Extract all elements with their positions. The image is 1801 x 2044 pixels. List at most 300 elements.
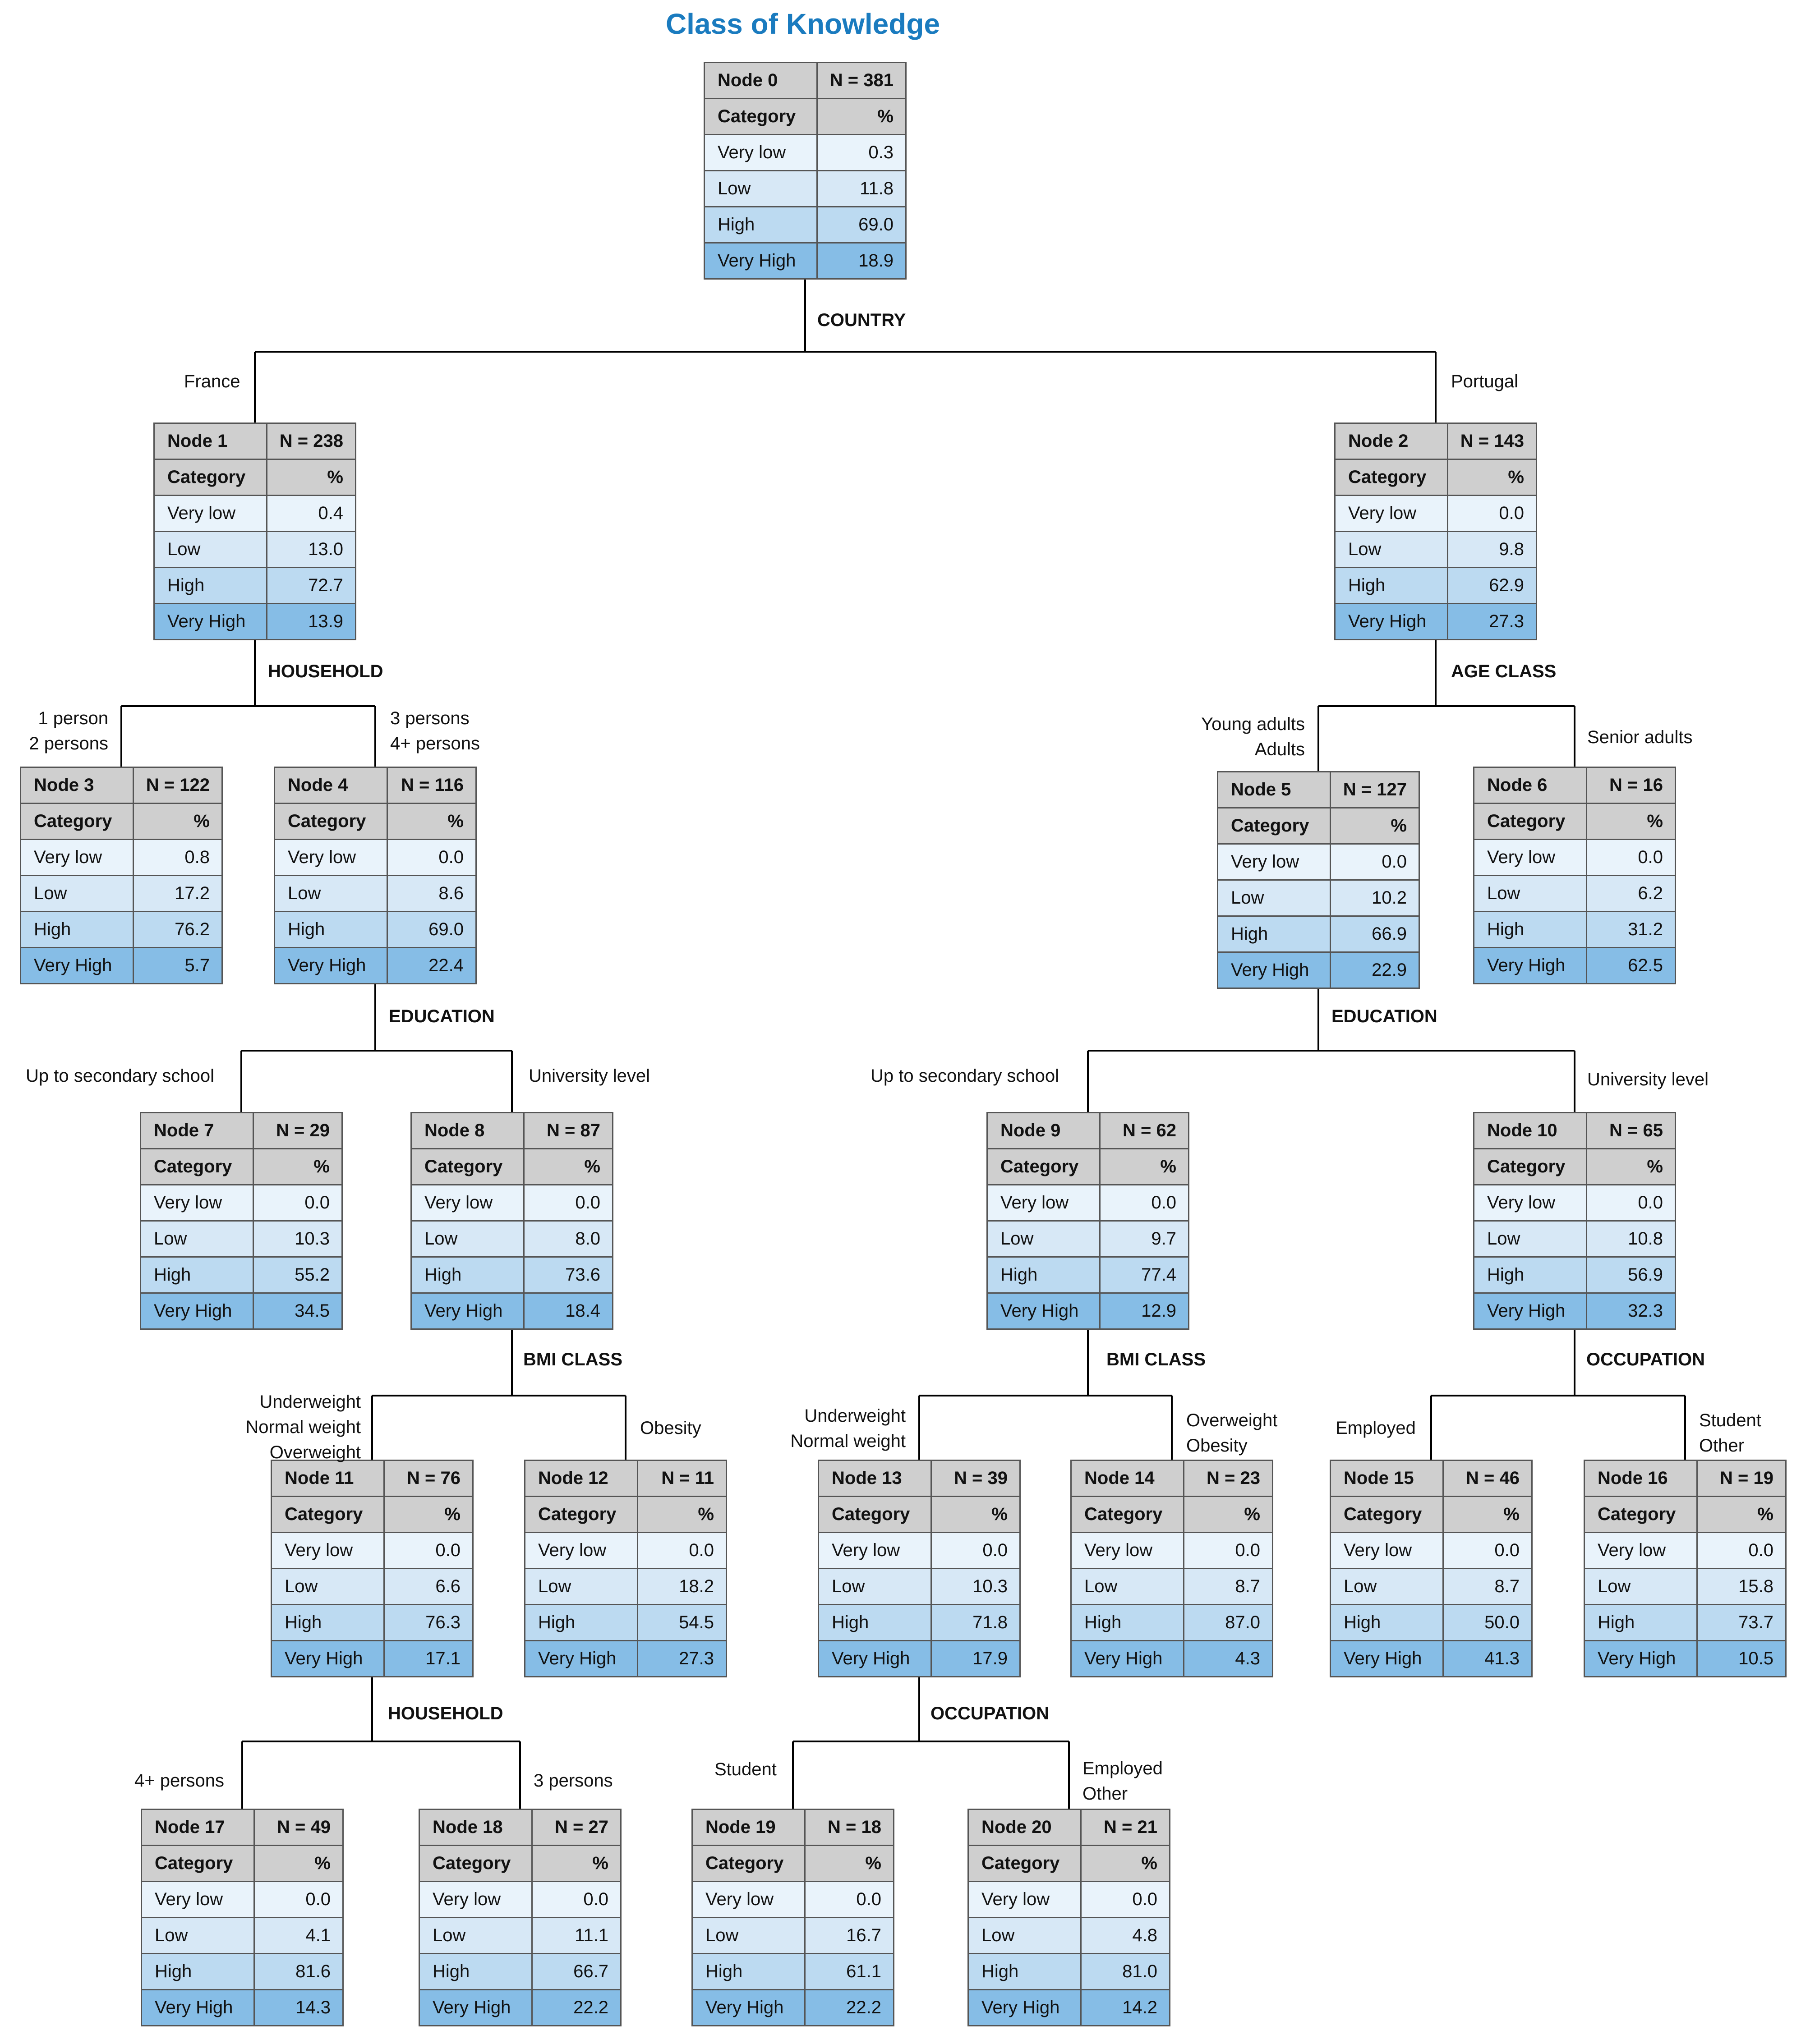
category-percent: 12.9 bbox=[1141, 1301, 1176, 1321]
category-percent: 31.2 bbox=[1628, 919, 1663, 939]
tree-node-2 bbox=[1334, 423, 1537, 640]
category-row-very-high bbox=[1331, 1640, 1531, 1676]
category-row-low bbox=[525, 1568, 726, 1604]
category-name: Very low bbox=[412, 1185, 525, 1220]
split-variable-label: OCCUPATION bbox=[930, 1704, 1049, 1723]
category-name: Very High bbox=[969, 1990, 1082, 2025]
category-row-low bbox=[21, 875, 221, 911]
category-row-very-low bbox=[1336, 495, 1536, 531]
category-percent: 55.2 bbox=[295, 1265, 330, 1285]
category-row-very-high bbox=[1585, 1640, 1785, 1676]
category-row-very-high bbox=[693, 1989, 893, 2025]
branch-condition-line: 4+ persons bbox=[390, 734, 480, 753]
category-name: High bbox=[525, 1605, 638, 1640]
node-header-row bbox=[1072, 1461, 1272, 1496]
category-header: Category bbox=[819, 1497, 932, 1532]
category-percent: 18.9 bbox=[858, 251, 894, 271]
split-variable-label: OCCUPATION bbox=[1586, 1350, 1705, 1369]
category-row-very-high bbox=[969, 1989, 1169, 2025]
category-percent: 50.0 bbox=[1484, 1612, 1520, 1632]
tree-node-16 bbox=[1584, 1460, 1787, 1677]
category-row-high bbox=[155, 567, 355, 603]
category-name: Very low bbox=[1474, 840, 1587, 875]
category-name: Very High bbox=[1474, 948, 1587, 983]
category-percent: 8.7 bbox=[1494, 1576, 1520, 1596]
category-row-high bbox=[1585, 1604, 1785, 1640]
category-row-very-high bbox=[412, 1292, 612, 1328]
category-name: Very High bbox=[1474, 1294, 1587, 1328]
category-row-low bbox=[1218, 879, 1419, 915]
branch-condition bbox=[1587, 1067, 1709, 1092]
node-header-row bbox=[525, 1461, 726, 1496]
category-name: Low bbox=[1474, 876, 1587, 911]
node-label: Node 17 bbox=[142, 1810, 255, 1845]
category-name: Very low bbox=[1072, 1533, 1184, 1568]
category-percent: 0.0 bbox=[982, 1540, 1008, 1560]
category-name: Very low bbox=[1218, 845, 1331, 879]
category-name: Very low bbox=[969, 1882, 1082, 1917]
category-header-row bbox=[819, 1496, 1019, 1532]
percent-header: % bbox=[193, 811, 210, 831]
branch-condition-line: 3 persons bbox=[390, 708, 470, 728]
percent-header: % bbox=[1647, 1157, 1663, 1176]
category-row-low bbox=[1585, 1568, 1785, 1604]
branch-condition-line: Employed bbox=[1336, 1418, 1416, 1438]
node-count: N = 127 bbox=[1343, 780, 1407, 799]
category-row-low bbox=[155, 531, 355, 567]
category-percent: 10.8 bbox=[1628, 1229, 1663, 1249]
node-label: Node 2 bbox=[1336, 424, 1448, 459]
category-row-high bbox=[1331, 1604, 1531, 1640]
category-name: Very low bbox=[693, 1882, 806, 1917]
branch-condition-line: Other bbox=[1082, 1784, 1128, 1804]
category-percent: 0.0 bbox=[1151, 1193, 1176, 1213]
category-percent: 0.0 bbox=[1382, 852, 1407, 872]
category-header-row bbox=[705, 98, 905, 134]
category-name: Low bbox=[1218, 881, 1331, 915]
node-header-row bbox=[420, 1810, 620, 1845]
category-name: Low bbox=[1585, 1569, 1698, 1604]
category-row-low bbox=[272, 1568, 472, 1604]
category-row-very-low bbox=[1072, 1532, 1272, 1568]
node-header-row bbox=[142, 1810, 342, 1845]
category-name: High bbox=[155, 568, 267, 603]
node-header-row bbox=[1336, 424, 1536, 459]
category-header: Category bbox=[1474, 804, 1587, 839]
category-header-row bbox=[988, 1148, 1188, 1184]
category-row-low bbox=[819, 1568, 1019, 1604]
percent-header: % bbox=[1244, 1504, 1260, 1524]
branch-condition bbox=[29, 706, 108, 756]
percent-header: % bbox=[1141, 1853, 1157, 1873]
category-name: Low bbox=[1336, 532, 1448, 567]
category-percent: 15.8 bbox=[1738, 1576, 1773, 1596]
category-percent: 18.2 bbox=[679, 1576, 714, 1596]
category-row-low bbox=[693, 1917, 893, 1953]
branch-condition-line: Adults bbox=[1254, 740, 1305, 759]
category-row-very-low bbox=[988, 1184, 1188, 1220]
category-header-row bbox=[272, 1496, 472, 1532]
category-name: Low bbox=[1331, 1569, 1444, 1604]
category-name: High bbox=[275, 912, 388, 947]
branch-condition-line: Other bbox=[1699, 1436, 1745, 1456]
percent-header: % bbox=[1647, 811, 1663, 831]
category-name: Very low bbox=[1336, 496, 1448, 531]
category-row-very-low bbox=[272, 1532, 472, 1568]
category-name: Very low bbox=[420, 1882, 533, 1917]
percent-header: % bbox=[313, 1157, 330, 1176]
category-percent: 14.3 bbox=[295, 1998, 331, 2017]
branch-condition bbox=[390, 706, 480, 756]
category-percent: 0.0 bbox=[1499, 503, 1524, 523]
category-name: Very low bbox=[988, 1185, 1101, 1220]
category-header-row bbox=[1474, 1148, 1675, 1184]
node-count: N = 65 bbox=[1609, 1121, 1663, 1140]
category-percent: 0.0 bbox=[304, 1193, 330, 1213]
category-percent: 76.2 bbox=[175, 919, 210, 939]
category-percent: 0.0 bbox=[575, 1193, 600, 1213]
category-percent: 0.0 bbox=[1494, 1540, 1520, 1560]
category-name: Low bbox=[412, 1222, 525, 1256]
category-row-very-high bbox=[1072, 1640, 1272, 1676]
category-header: Category bbox=[1474, 1149, 1587, 1184]
category-name: Very low bbox=[272, 1533, 385, 1568]
branch-condition-line: Underweight bbox=[804, 1406, 906, 1426]
node-count: N = 76 bbox=[407, 1468, 461, 1488]
branch-condition bbox=[529, 1063, 650, 1089]
category-name: High bbox=[693, 1954, 806, 1989]
node-header-row bbox=[1474, 1113, 1675, 1148]
category-row-very-low bbox=[1474, 1184, 1675, 1220]
category-row-very-low bbox=[705, 134, 905, 170]
tree-node-7 bbox=[140, 1112, 343, 1330]
node-label: Node 1 bbox=[155, 424, 267, 459]
node-header-row bbox=[969, 1810, 1169, 1845]
category-percent: 76.3 bbox=[425, 1612, 461, 1632]
category-row-very-high bbox=[988, 1292, 1188, 1328]
split-variable-label: AGE CLASS bbox=[1451, 661, 1557, 681]
node-label: Node 5 bbox=[1218, 772, 1331, 807]
category-name: Very low bbox=[525, 1533, 638, 1568]
category-row-low bbox=[412, 1220, 612, 1256]
category-percent: 5.7 bbox=[184, 955, 210, 975]
category-percent: 9.8 bbox=[1499, 539, 1524, 559]
category-row-very-high bbox=[272, 1640, 472, 1676]
category-row-high bbox=[272, 1604, 472, 1640]
diagram-title: Class of Knowledge bbox=[665, 8, 940, 40]
category-percent: 8.0 bbox=[575, 1229, 600, 1249]
category-name: High bbox=[1072, 1605, 1184, 1640]
node-count: N = 238 bbox=[279, 431, 343, 451]
node-label: Node 4 bbox=[275, 768, 388, 803]
branch-condition-line: Senior adults bbox=[1587, 727, 1693, 747]
node-header-row bbox=[819, 1461, 1019, 1496]
branch-condition bbox=[1186, 1408, 1277, 1458]
category-row-very-high bbox=[819, 1640, 1019, 1676]
category-row-very-low bbox=[275, 839, 475, 875]
tree-node-17 bbox=[141, 1809, 344, 2026]
category-percent: 0.0 bbox=[1748, 1540, 1773, 1560]
branch-condition-line: Overweight bbox=[1186, 1410, 1278, 1430]
category-percent: 61.1 bbox=[846, 1961, 881, 1981]
tree-node-18 bbox=[419, 1809, 622, 2026]
category-percent: 0.0 bbox=[583, 1889, 608, 1909]
category-name: Very low bbox=[141, 1185, 254, 1220]
percent-header: % bbox=[865, 1853, 881, 1873]
category-name: Very High bbox=[1072, 1641, 1184, 1676]
node-label: Node 20 bbox=[969, 1810, 1082, 1845]
node-label: Node 3 bbox=[21, 768, 134, 803]
category-percent: 34.5 bbox=[295, 1301, 330, 1321]
branch-condition-line: Underweight bbox=[259, 1392, 361, 1412]
category-name: High bbox=[420, 1954, 533, 1989]
category-percent: 22.2 bbox=[573, 1998, 608, 2017]
category-name: Very High bbox=[142, 1990, 255, 2025]
category-percent: 81.0 bbox=[1122, 1961, 1157, 1981]
category-header-row bbox=[969, 1845, 1169, 1881]
category-percent: 77.4 bbox=[1141, 1265, 1176, 1285]
category-name: High bbox=[141, 1258, 254, 1292]
tree-node-10 bbox=[1473, 1112, 1676, 1330]
percent-header: % bbox=[1508, 467, 1524, 487]
category-row-high bbox=[988, 1256, 1188, 1292]
branch-condition-line: Normal weight bbox=[245, 1417, 361, 1437]
category-name: High bbox=[21, 912, 134, 947]
node-label: Node 7 bbox=[141, 1113, 254, 1148]
category-row-very-low bbox=[412, 1184, 612, 1220]
tree-node-0 bbox=[704, 62, 907, 280]
category-name: Very High bbox=[705, 243, 818, 278]
branch-condition-line: France bbox=[184, 372, 240, 391]
category-header-row bbox=[1072, 1496, 1272, 1532]
category-name: Low bbox=[1072, 1569, 1184, 1604]
category-name: High bbox=[412, 1258, 525, 1292]
category-row-low bbox=[275, 875, 475, 911]
category-name: Very low bbox=[705, 135, 818, 170]
category-percent: 27.3 bbox=[1489, 611, 1524, 631]
category-row-high bbox=[705, 206, 905, 242]
category-row-high bbox=[412, 1256, 612, 1292]
percent-header: % bbox=[1391, 816, 1407, 836]
category-name: High bbox=[1218, 917, 1331, 951]
branch-condition-line: 4+ persons bbox=[134, 1771, 225, 1791]
category-header-row bbox=[155, 459, 355, 495]
category-percent: 17.1 bbox=[425, 1649, 461, 1668]
category-header: Category bbox=[693, 1846, 806, 1881]
category-row-low bbox=[420, 1917, 620, 1953]
category-header: Category bbox=[1331, 1497, 1444, 1532]
category-name: Very High bbox=[819, 1641, 932, 1676]
category-header: Category bbox=[525, 1497, 638, 1532]
node-count: N = 143 bbox=[1460, 431, 1524, 451]
branch-condition-line: Obesity bbox=[1186, 1436, 1248, 1456]
category-percent: 0.0 bbox=[1132, 1889, 1157, 1909]
category-name: Very low bbox=[275, 840, 388, 875]
node-label: Node 6 bbox=[1474, 768, 1587, 803]
category-percent: 54.5 bbox=[679, 1612, 714, 1632]
tree-node-20 bbox=[967, 1809, 1170, 2026]
category-percent: 10.5 bbox=[1738, 1649, 1773, 1668]
split-variable-label: HOUSEHOLD bbox=[388, 1704, 503, 1723]
category-name: High bbox=[142, 1954, 255, 1989]
category-name: Very low bbox=[1474, 1185, 1587, 1220]
node-header-row bbox=[1218, 772, 1419, 807]
tree-node-12 bbox=[524, 1460, 727, 1677]
category-row-high bbox=[275, 911, 475, 947]
category-header: Category bbox=[412, 1149, 525, 1184]
tree-node-3 bbox=[20, 767, 223, 984]
category-header-row bbox=[420, 1845, 620, 1881]
category-header: Category bbox=[141, 1149, 254, 1184]
category-row-high bbox=[1474, 911, 1675, 947]
category-name: Very High bbox=[988, 1294, 1101, 1328]
node-header-row bbox=[1585, 1461, 1785, 1496]
node-count: N = 21 bbox=[1104, 1817, 1157, 1837]
branch-condition bbox=[184, 369, 240, 394]
tree-node-5 bbox=[1217, 771, 1420, 989]
category-header-row bbox=[142, 1845, 342, 1881]
category-percent: 10.3 bbox=[295, 1229, 330, 1249]
percent-header: % bbox=[447, 811, 464, 831]
node-count: N = 18 bbox=[828, 1817, 881, 1837]
node-label: Node 15 bbox=[1331, 1461, 1444, 1496]
percent-header: % bbox=[444, 1504, 461, 1524]
node-count: N = 39 bbox=[954, 1468, 1008, 1488]
category-row-high bbox=[1218, 915, 1419, 951]
category-percent: 22.9 bbox=[1372, 960, 1407, 980]
category-header-row bbox=[21, 803, 221, 839]
category-percent: 71.8 bbox=[972, 1612, 1008, 1632]
category-percent: 0.0 bbox=[1638, 847, 1663, 867]
category-percent: 73.6 bbox=[565, 1265, 600, 1285]
category-row-very-low bbox=[420, 1881, 620, 1917]
branch-condition bbox=[1451, 369, 1518, 394]
category-name: High bbox=[969, 1954, 1082, 1989]
category-row-high bbox=[1474, 1256, 1675, 1292]
category-percent: 66.7 bbox=[573, 1961, 608, 1981]
category-header-row bbox=[1218, 807, 1419, 843]
category-percent: 11.1 bbox=[575, 1925, 608, 1945]
category-row-very-high bbox=[141, 1292, 341, 1328]
category-name: Very low bbox=[155, 496, 267, 531]
category-header: Category bbox=[21, 804, 134, 839]
category-percent: 62.9 bbox=[1489, 575, 1524, 595]
node-header-row bbox=[272, 1461, 472, 1496]
branch-condition-line: University level bbox=[529, 1066, 650, 1086]
branch-condition bbox=[790, 1403, 906, 1454]
node-header-row bbox=[155, 424, 355, 459]
category-name: Very High bbox=[21, 948, 134, 983]
tree-node-1 bbox=[153, 423, 356, 640]
tree-node-11 bbox=[271, 1460, 474, 1677]
category-row-high bbox=[969, 1953, 1169, 1989]
category-row-low bbox=[705, 170, 905, 206]
node-label: Node 14 bbox=[1072, 1461, 1184, 1496]
category-header: Category bbox=[272, 1497, 385, 1532]
category-name: Low bbox=[525, 1569, 638, 1604]
category-row-high bbox=[693, 1953, 893, 1989]
category-percent: 22.4 bbox=[428, 955, 464, 975]
category-name: Very High bbox=[1585, 1641, 1698, 1676]
percent-header: % bbox=[1503, 1504, 1520, 1524]
node-label: Node 13 bbox=[819, 1461, 932, 1496]
category-row-very-high bbox=[705, 242, 905, 278]
category-header-row bbox=[275, 803, 475, 839]
tree-node-13 bbox=[818, 1460, 1021, 1677]
node-header-row bbox=[988, 1113, 1188, 1148]
category-row-very-high bbox=[1474, 1292, 1675, 1328]
category-name: Low bbox=[819, 1569, 932, 1604]
branch-condition-line: Employed bbox=[1082, 1759, 1163, 1778]
percent-header: % bbox=[584, 1157, 600, 1176]
category-header: Category bbox=[155, 460, 267, 495]
tree-node-19 bbox=[691, 1809, 894, 2026]
category-percent: 41.3 bbox=[1484, 1649, 1520, 1668]
node-header-row bbox=[141, 1113, 341, 1148]
node-label: Node 19 bbox=[693, 1810, 806, 1845]
category-row-very-low bbox=[1218, 843, 1419, 879]
category-name: High bbox=[1474, 912, 1587, 947]
split-variable-label: BMI CLASS bbox=[523, 1350, 622, 1369]
category-name: Very High bbox=[693, 1990, 806, 2025]
percent-header: % bbox=[314, 1853, 331, 1873]
category-name: High bbox=[705, 207, 818, 242]
category-row-low bbox=[1474, 1220, 1675, 1256]
category-percent: 0.0 bbox=[438, 847, 464, 867]
category-percent: 10.3 bbox=[972, 1576, 1008, 1596]
category-percent: 0.4 bbox=[318, 503, 343, 523]
category-header: Category bbox=[1218, 808, 1331, 843]
tree-node-6 bbox=[1473, 767, 1676, 984]
category-percent: 0.0 bbox=[856, 1889, 881, 1909]
category-name: Low bbox=[272, 1569, 385, 1604]
node-count: N = 46 bbox=[1466, 1468, 1520, 1488]
branch-condition bbox=[134, 1768, 224, 1793]
percent-header: % bbox=[1757, 1504, 1773, 1524]
category-row-very-high bbox=[21, 947, 221, 983]
split-variable-label: BMI CLASS bbox=[1106, 1350, 1206, 1369]
category-row-very-low bbox=[1585, 1532, 1785, 1568]
category-name: High bbox=[272, 1605, 385, 1640]
category-percent: 0.0 bbox=[689, 1540, 714, 1560]
category-row-very-low bbox=[819, 1532, 1019, 1568]
category-row-very-high bbox=[1336, 603, 1536, 639]
category-header: Category bbox=[969, 1846, 1082, 1881]
category-percent: 16.7 bbox=[846, 1925, 881, 1945]
category-row-very-low bbox=[969, 1881, 1169, 1917]
category-header: Category bbox=[275, 804, 388, 839]
category-name: Very low bbox=[21, 840, 134, 875]
category-header-row bbox=[1336, 459, 1536, 495]
category-name: Very High bbox=[1218, 953, 1331, 988]
category-row-high bbox=[141, 1256, 341, 1292]
category-name: Low bbox=[420, 1918, 533, 1953]
category-name: High bbox=[1336, 568, 1448, 603]
category-row-very-high bbox=[420, 1989, 620, 2025]
percent-header: % bbox=[592, 1853, 608, 1873]
category-name: Very High bbox=[412, 1294, 525, 1328]
category-name: Low bbox=[969, 1918, 1082, 1953]
category-row-low bbox=[988, 1220, 1188, 1256]
category-percent: 69.0 bbox=[858, 215, 894, 234]
category-name: Low bbox=[141, 1222, 254, 1256]
node-label: Node 11 bbox=[272, 1461, 385, 1496]
category-percent: 4.1 bbox=[305, 1925, 331, 1945]
percent-header: % bbox=[698, 1504, 714, 1524]
category-row-low bbox=[1474, 875, 1675, 911]
percent-header: % bbox=[991, 1504, 1008, 1524]
split-variable-label: EDUCATION bbox=[1331, 1006, 1437, 1026]
